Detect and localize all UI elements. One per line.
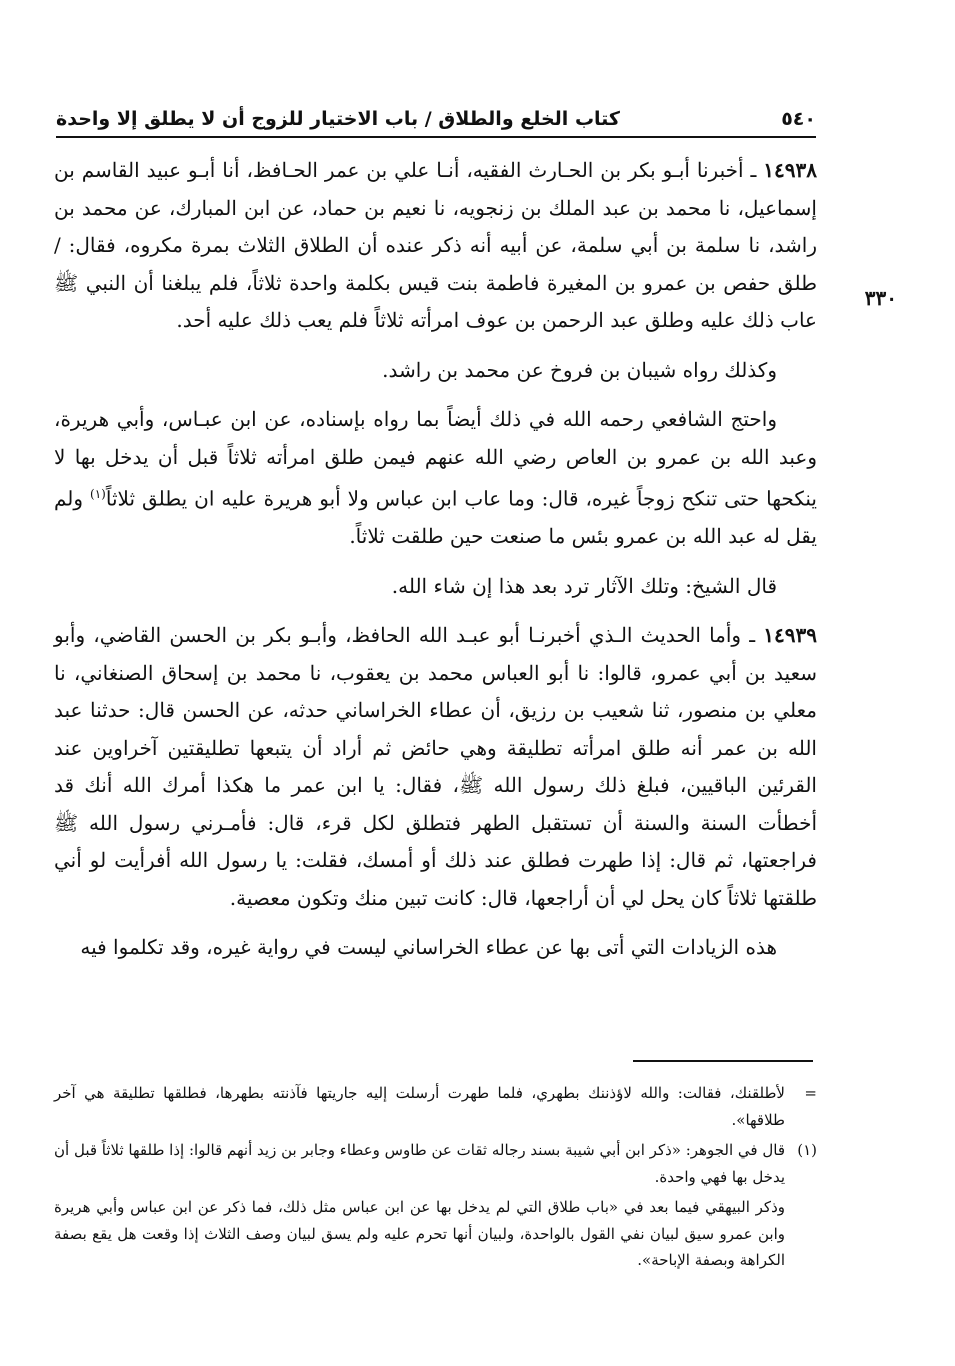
margin-reference-number: ٣٣٠ bbox=[864, 286, 897, 310]
paragraph-text: وكذلك رواه شيبان بن فروخ عن محمد بن راشد. bbox=[382, 357, 777, 382]
hadith-number: ١٤٩٣٨ bbox=[763, 158, 818, 182]
text-paragraph bbox=[54, 401, 817, 556]
footnotes bbox=[54, 1080, 817, 1278]
footnote-reference[interactable]: (١) bbox=[90, 487, 106, 501]
paragraph-text: هذه الزيادات التي أتى بها عن عطاء الخراساني ليست في رواية غيره، وقد تكلموا فيه bbox=[80, 935, 777, 960]
paragraph-text-continued: ولم يقل له عبد الله بن عمرو بئس ما صنعت حين طلقت ثلاثاً. bbox=[54, 486, 817, 549]
main-text bbox=[54, 152, 817, 979]
footnote-marker: (١) bbox=[797, 1141, 817, 1159]
footnote bbox=[54, 1137, 817, 1190]
chapter-title: كتاب الخلع والطلاق / باب الاختيار للزوج أن لا يطلق إلا واحدة bbox=[56, 108, 620, 130]
footnote bbox=[54, 1194, 817, 1274]
footnote-text: لأطلقنك، فقالت: والله لاؤذننك بطهري، فلما طهرت أرسلت إليه جاريتها فآذنته بطهرها، فطلقها تطليقة هي آخر طلاقها». bbox=[54, 1084, 785, 1129]
running-header bbox=[56, 86, 816, 138]
footnote bbox=[54, 1080, 817, 1133]
footnote-text: قال في الجوهر: «ذكر ابن أبي شيبة بسند رجاله ثقات عن طاوس وعطاء وجابر بن زيد أنهم قالوا: إذا طلقها ثلاثاً قبل أن يدخل بها فهي واحدة. bbox=[54, 1141, 785, 1186]
text-paragraph bbox=[54, 929, 817, 967]
footnote-marker bbox=[785, 1194, 817, 1274]
page-number: ٥٤٠ bbox=[781, 108, 816, 130]
hadith-paragraph bbox=[54, 617, 817, 917]
footnote-marker: = bbox=[804, 1084, 817, 1102]
footnote-divider bbox=[633, 1060, 813, 1062]
text-paragraph bbox=[54, 568, 817, 606]
footnote-text: وذكر البيهقي فيما بعد في «باب طلاق التي لم يدخل بها عن ابن عباس مثل ذلك، فما ذكر عن ابن عباس وأبي هريرة وابن عمرو سيق لبيان نفي القول بالواحدة، ولبيان أنها تحرم عليه ولم يسق لبيان وصف الثلاث إذا وقعت هل يقع بصفة الكراهة وبصفة الإباحة». bbox=[54, 1198, 785, 1269]
hadith-paragraph bbox=[54, 152, 817, 340]
paragraph-text: ـ أخبرنا أبـو بكر بن الحـارث الفقيه، أنـا علي بن عمر الحـافظ، أنا أبـو عبيد القاسم بن إسماعيل، نا محمد بن عبد الملك بن زنجويه، نا نعيم بن حماد، عن ابن المبارك، عن محمد بن راشد، نا سلمة بن أبي سلمة، عن أبيه أنه ذكر عنده أن الطلاق الثلاث بمرة مكروه، فقال: / طلق حفص بن عمرو بن المغيرة فاطمة بنت قيس بكلمة واحدة ثلاثاً، فلم يبلغنا أن النبي ﷺ عاب ذلك عليه وطلق عبد الرحمن بن عوف امرأته ثلاثاً فلم يعب ذلك عليه أحد. bbox=[54, 158, 817, 332]
paragraph-text: قال الشيخ: وتلك الآثار ترد بعد هذا إن شاء الله. bbox=[391, 573, 777, 598]
paragraph-text: ـ وأما الحديث الـذي أخبرنـا أبو عبـد الله الحافظ، وأبـو بكر بن الحسن القاضي، وأبو سعيد بن أبي عمرو، قالوا: نا أبو العباس محمد بن يعقوب، نا محمد بن إسحاق الصنغاني، نا معلي بن منصور، ثنا شعيب بن رزيق، أن عطاء الخراساني حدثه، عن الحسن قال: حدثنا عبد الله بن عمر أنه طلق امرأته تطليقة وهي حائض ثم أراد أن يتبعها تطليقتين آخراوين عند القرئين الباقيين، فبلغ ذلك رسول الله ﷺ، فقال: يا ابن عمر ما هكذا أمرك الله أنك قد أخطأت السنة والسنة أن تستقبل الطهر فتطلق لكل قرء، قال: فأمـرني رسول الله ﷺ فراجعتها، ثم قال: إذا طهرت فطلق عند ذلك أو أمسك، فقلت: يا رسول الله أفرأيت لو أني طلقتها ثلاثاً كان يحل لي أن أراجعها، قال: كانت تبين منك وتكون معصية. bbox=[54, 623, 817, 910]
hadith-number: ١٤٩٣٩ bbox=[763, 623, 818, 648]
text-paragraph bbox=[54, 352, 817, 390]
paragraph-text: واحتج الشافعي رحمه الله في ذلك أيضاً بما رواه بإسناده، عن ابن عبـاس، وأبي هريرة، وعبد الله بن عمرو بن العاص رضي الله عنهم فيمن طلق امرأته ثلاثاً قبل أن يدخل بها لا ينكحها حتى تنكح زوجاً غيره، قال: وما عاب ابن عباس ولا أبو هريرة عليه ان يطلق ثلاثاً bbox=[54, 407, 817, 511]
